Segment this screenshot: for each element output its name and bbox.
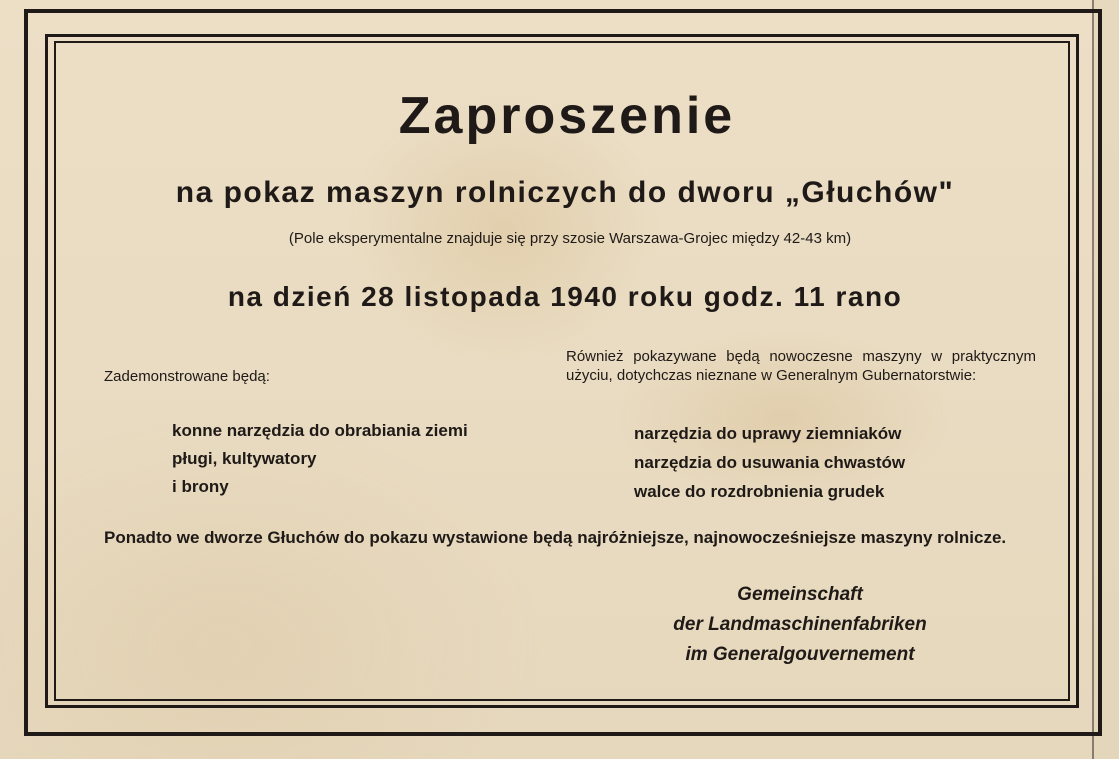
footer-paragraph: Ponadto we dworze Głuchów do pokazu wystawione będą najróżniejsze, najnowocześniejsze maszyny rolnicze. <box>104 528 1007 547</box>
signature-line: der Landmaschinenfabriken <box>673 614 927 635</box>
right-column-heading: Również pokazywane będą nowoczesne maszyny w praktycznym użyciu, dotychczas nieznane w Generalnym Gubernatorstwie: <box>566 348 1036 384</box>
left-column-list <box>172 420 468 504</box>
invitation-subtitle: na pokaz maszyn rolniczych do dworu „Głuchów" <box>175 176 955 209</box>
left-column-heading: Zademonstrowane będą: <box>104 368 270 385</box>
list-item: narzędzia do uprawy ziemniaków <box>634 424 902 443</box>
invitation-title: Zaproszenie <box>398 87 736 145</box>
right-column-list <box>634 423 905 510</box>
list-item: i brony <box>172 477 229 496</box>
signature-line: im Generalgouvernement <box>685 644 915 665</box>
list-item: walce do rozdrobnienia grudek <box>634 482 885 501</box>
event-date-line: na dzień 28 listopada 1940 roku godz. 11 rano <box>227 281 903 312</box>
list-item: pługi, kultywatory <box>172 449 317 468</box>
signature-line: Gemeinschaft <box>737 584 863 605</box>
list-item: narzędzia do usuwania chwastów <box>634 453 906 472</box>
list-item: konne narzędzia do obrabiania ziemi <box>172 421 468 440</box>
location-note: (Pole eksperymentalne znajduje się przy szosie Warszawa-Grojec między 42-43 km) <box>288 230 852 247</box>
signature-block <box>600 580 1000 670</box>
